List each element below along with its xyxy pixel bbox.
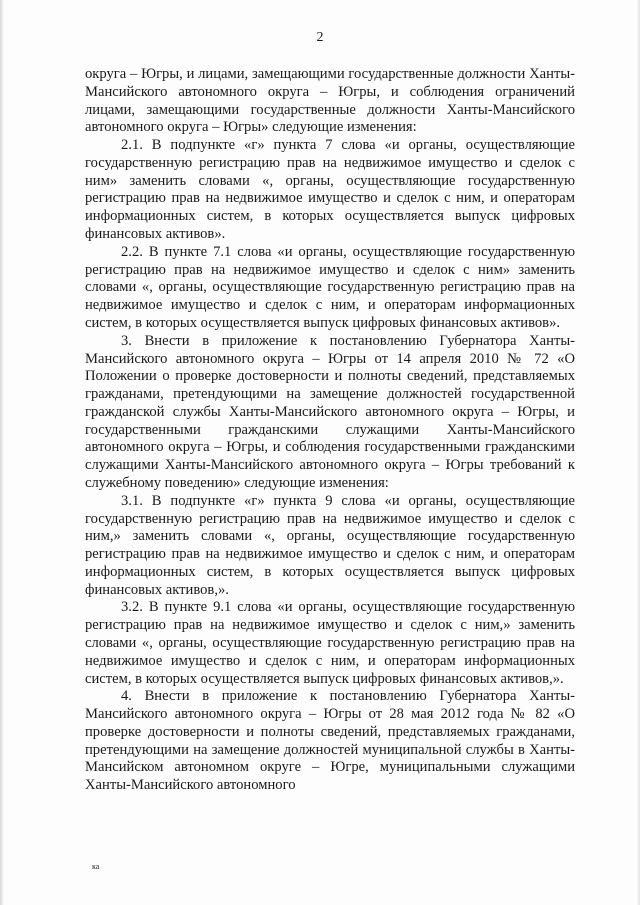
scan-edge-left — [0, 0, 4, 905]
paragraph-continuation: округа – Югры, и лицами, замещающими государственные должности Ханты-Мансийского автономного округа – Югры, и соблюдения ограничений лицами, замещающими государственные должности Ханты-Мансийского автономного округа – Югры» следующие изменения: — [85, 66, 575, 136]
paragraph-3: 3. Внести в приложение к постановлению Губернатора Ханты-Мансийского автономного округа – Югры от 14 апреля 2010 № 72 «О Положении о проверке достоверности и полноты сведений, представляемых гражданами, претендующими на замещение должностей государственной гражданской службы Ханты-Мансийского автономного округа – Югры, и государственными гражданскими служащими Ханты-Мансийского автономного округа – Югры, и соблюдения государственными гражданскими служащими Ханты-Мансийского автономного округа – Югры требований к служебному поведению» следующие изменения: — [85, 332, 575, 491]
paragraph-3-2: 3.2. В пункте 9.1 слова «и органы, осуществляющие государственную регистрацию прав на недвижимое имущество и сделок с ним,» заменить словами «, органы, осуществляющие государственную регистрацию прав на недвижимое имущество и сделок с ним, и операторам информационных систем, в которых осуществляется выпуск цифровых финансовых активов,». — [85, 599, 575, 687]
paragraph-2-1: 2.1. В подпункте «г» пункта 7 слова «и органы, осуществляющие государственную регистрацию прав на недвижимое имущество и сделок с ним» заменить словами «, органы, осуществляющие государственную регистрацию прав на недвижимое имущество и сделок с ним, и операторам информационных систем, в которых осуществляется выпуск цифровых финансовых активов». — [85, 137, 575, 243]
document-body — [85, 66, 575, 795]
paragraph-4: 4. Внести в приложение к постановлению Губернатора Ханты-Мансийского автономного округа – Югры от 28 мая 2012 года № 82 «О проверке достоверности и полноты сведений, представляемых гражданами, претендующими на замещение должностей муниципальной службы в Ханты-Мансийском автономном округе – Югре, муниципальными служащими Ханты-Мансийского автономного — [85, 688, 575, 794]
footer-mark: ка — [92, 862, 100, 871]
page-number: 2 — [316, 30, 324, 45]
paragraph-3-1: 3.1. В подпункте «г» пункта 9 слова «и органы, осуществляющие государственную регистрацию прав на недвижимое имущество и сделок с ним,» заменить словами «, органы, осуществляющие государственную регистрацию прав на недвижимое имущество и сделок с ним, и операторам информационных систем, в которых осуществляется выпуск цифровых финансовых активов,». — [85, 492, 575, 598]
paragraph-2-2: 2.2. В пункте 7.1 слова «и органы, осуществляющие государственную регистрацию прав на недвижимое имущество и сделок с ним» заменить словами «, органы, осуществляющие государственную регистрацию прав на недвижимое имущество и сделок с ним, и операторам информационных систем, в которых осуществляется выпуск цифровых финансовых активов». — [85, 243, 575, 331]
